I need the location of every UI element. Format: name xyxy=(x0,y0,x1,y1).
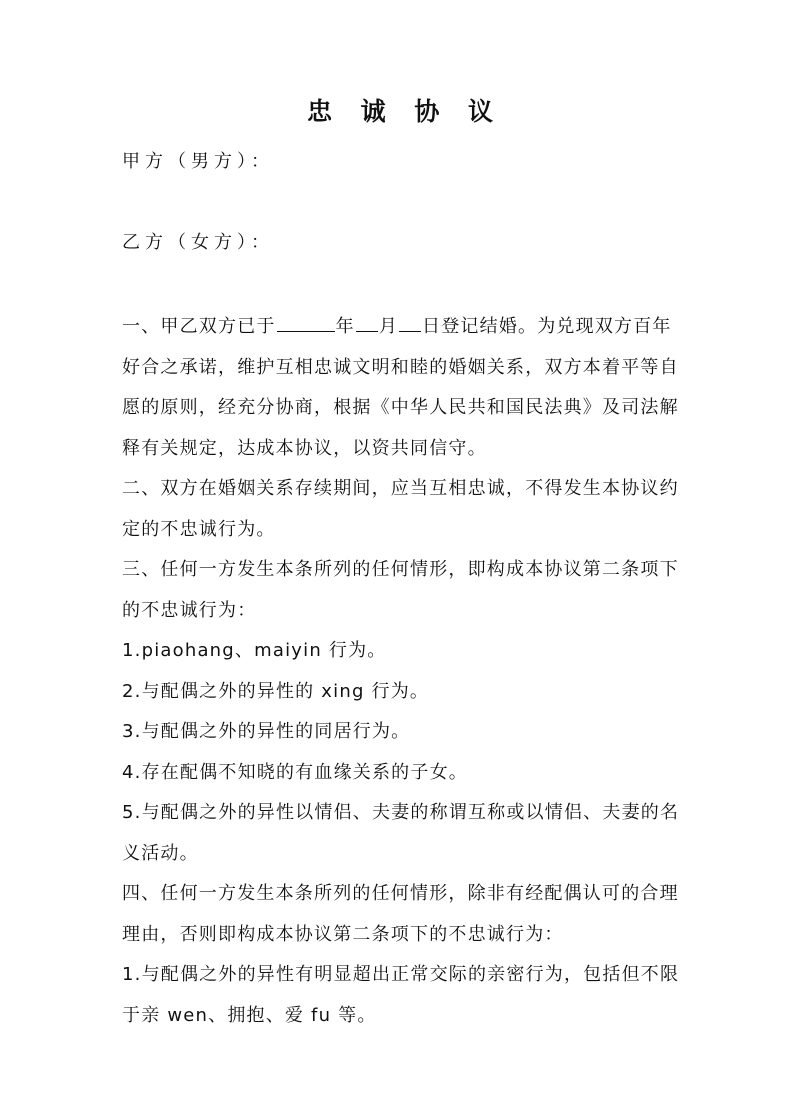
clause-4-item: 1.与配偶之外的异性有明显超出正常交际的亲密行为，包括但不限于亲 wen、拥抱、爱 fu 等。 xyxy=(122,964,680,1026)
month-label: 月 xyxy=(378,316,399,337)
agreement-body xyxy=(122,307,684,1036)
clause-1 xyxy=(122,307,684,469)
clause-2: 二、双方在婚姻关系存续期间，应当互相忠诚，不得发生本协议约定的不忠诚行为。 xyxy=(122,478,679,540)
clause-3-item: 5.与配偶之外的异性以情侣、夫妻的称谓互称或以情侣、夫妻的名义活动。 xyxy=(122,802,680,864)
clause-3-item: 1.piaohang、maiyin 行为。 xyxy=(122,640,387,661)
year-label: 年 xyxy=(335,316,355,337)
clause-1-pre: 一、甲乙双方已于 xyxy=(122,316,276,337)
clause-3-item: 2.与配偶之外的异性的 xing 行为。 xyxy=(122,680,430,702)
clause-4: 四、任何一方发生本条所列的任何情形，除非有经配偶认可的合理理由，否则即构成本协议第二条项下的不忠诚行为： xyxy=(122,883,679,945)
clause-3: 三、任何一方发生本条所列的任何情形，即构成本协议第二条项下的不忠诚行为： xyxy=(122,559,679,621)
month-blank xyxy=(356,309,378,332)
year-blank xyxy=(277,309,335,332)
clause-3-item: 4.存在配偶不知晓的有血缘关系的子女。 xyxy=(122,761,468,783)
clause-1-rest: 日登记结婚。为兑现双方百年好合之承诺，维护互相忠诚文明和睦的婚姻关系，双方本着平等自愿的原则，经充分协商，根据《中华人民共和国民法典》及司法解释有关规定，达成本协议，以资共同信守。 xyxy=(122,316,679,459)
party-a-line: 甲方（男方）： xyxy=(122,151,274,172)
party-b-line: 乙方（女方）： xyxy=(122,232,274,253)
document-title: 忠 诚 协 议 xyxy=(306,97,504,126)
clause-3-item: 3.与配偶之外的异性的同居行为。 xyxy=(122,721,411,742)
day-blank xyxy=(399,309,421,332)
